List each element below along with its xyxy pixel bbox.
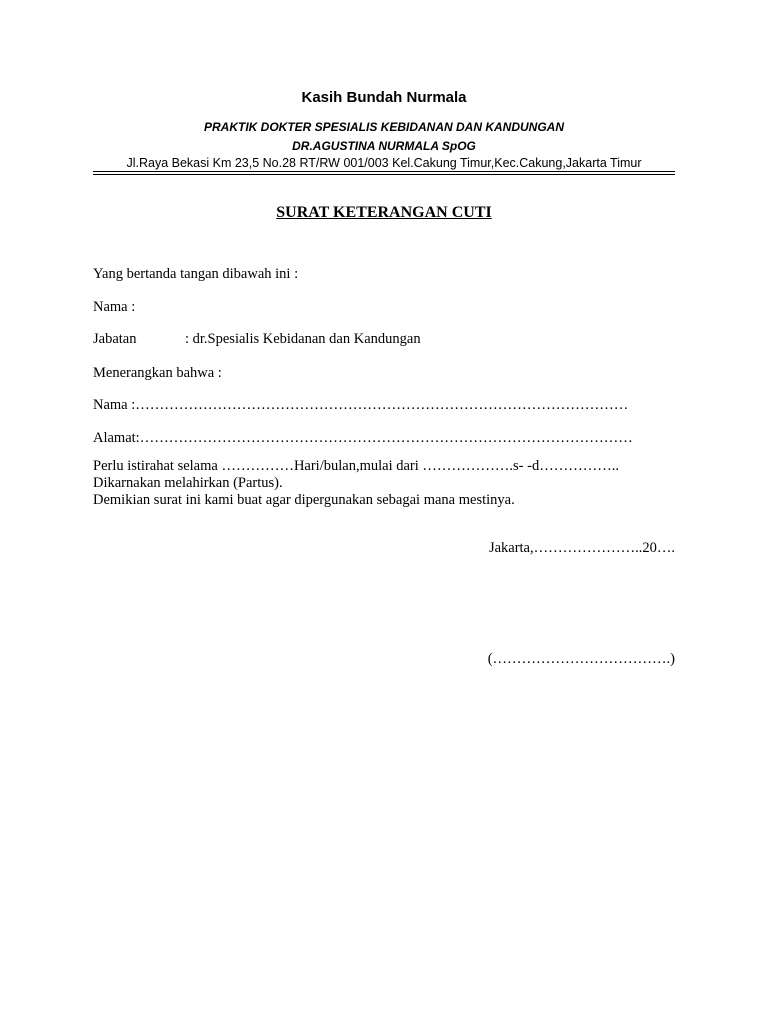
doctor-name: DR.AGUSTINA NURMALA SpOG — [292, 139, 476, 153]
document-title: SURAT KETERANGAN CUTI — [276, 204, 492, 221]
clinic-name: Kasih Bundah Nurmala — [301, 89, 467, 106]
leave-details — [93, 458, 619, 509]
reason-line: Dikarnakan melahirkan (Partus). — [93, 475, 283, 491]
clinic-address: Jl.Raya Bekasi Km 23,5 No.28 RT/RW 001/003 Kel.Cakung Timur,Kec.Cakung,Jakarta Timur — [126, 156, 642, 170]
place-date-line: Jakarta,…………………..20…. — [488, 540, 675, 556]
statement-text: Menerangkan bahwa : — [93, 365, 222, 381]
position-line — [93, 331, 421, 348]
rest-period-line: Perlu istirahat selama ……………Hari/bulan,mulai dari ……………….s- -d…………….. — [93, 458, 619, 474]
signature-line: (……………………………….) — [487, 651, 675, 667]
patient-name-line: Nama :………………………………………………………………………………………… — [93, 397, 629, 413]
header-divider-top — [93, 171, 675, 172]
patient-address-line: Alamat:………………………………………………………………………………………… — [93, 430, 633, 446]
intro-text: Yang bertanda tangan dibawah ini : — [93, 266, 299, 282]
signer-name-line: Nama : — [93, 299, 136, 315]
header-divider-bottom — [93, 174, 675, 175]
closing-line: Demikian surat ini kami buat agar dipergunakan sebagai mana mestinya. — [93, 492, 515, 508]
position-label: Jabatan — [93, 331, 137, 347]
position-value: : dr.Spesialis Kebidanan dan Kandungan — [185, 331, 421, 347]
practice-title: PRAKTIK DOKTER SPESIALIS KEBIDANAN DAN KANDUNGAN — [203, 120, 564, 134]
